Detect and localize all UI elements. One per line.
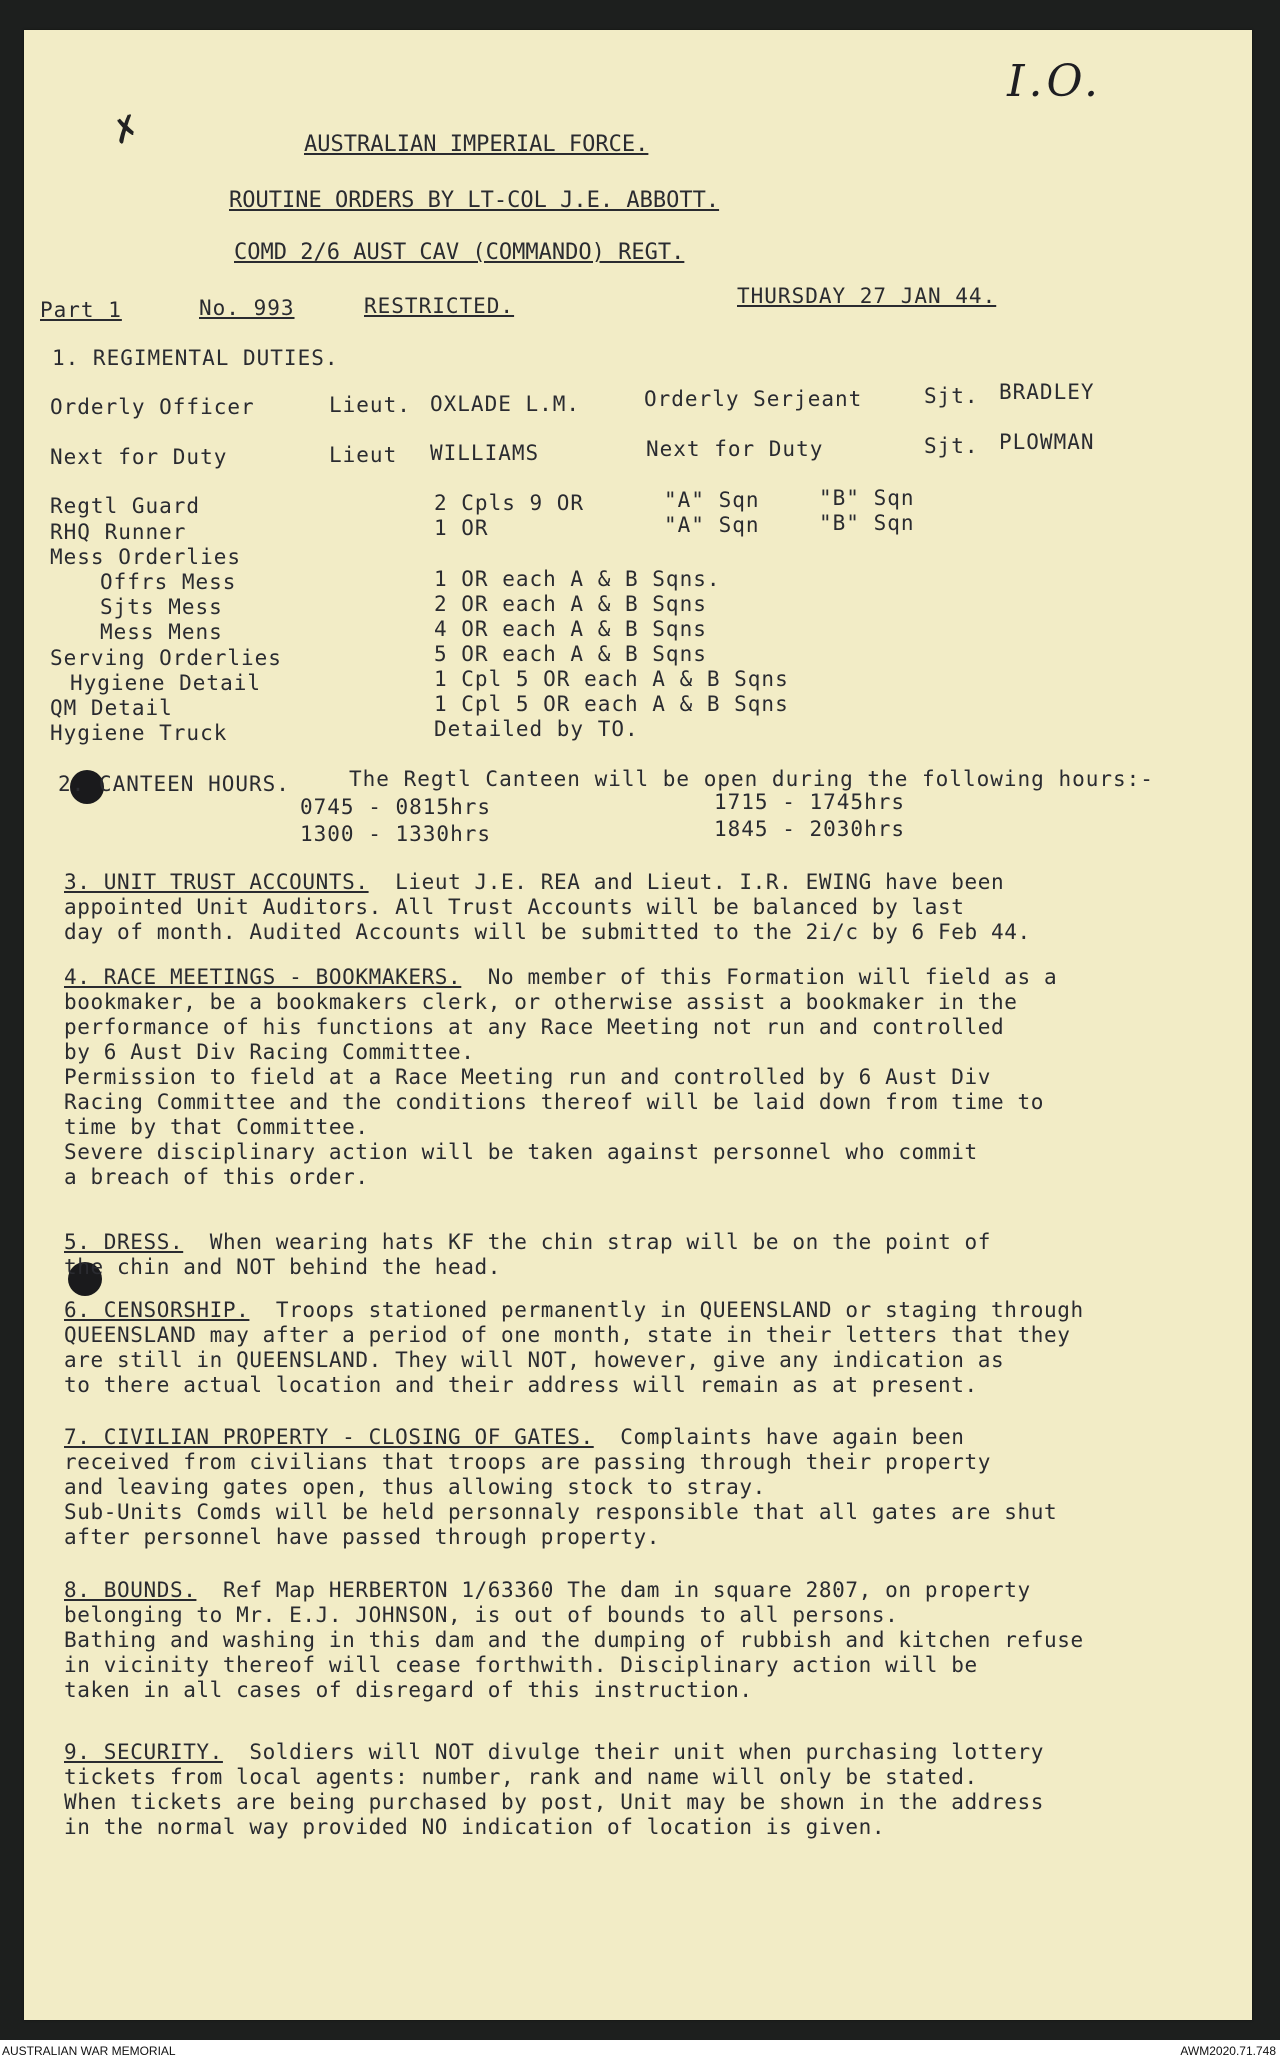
header-line-1: AUSTRALIAN IMPERIAL FORCE. [304,132,649,157]
detail-value: 4 OR each A & B Sqns [434,617,707,641]
section-8-line: taken in all cases of disregard of this instruction. [64,1678,753,1702]
detail-label: Serving Orderlies [50,646,282,670]
section-9-line: When tickets are being purchased by post, Unit may be shown in the address [64,1790,1044,1814]
section-4-line: performance of his functions at any Race Meeting not run and controlled [64,1015,1005,1039]
duty-rank: Lieut. [329,393,411,417]
duty-role: Orderly Officer [50,395,255,419]
header-line-3: COMD 2/6 AUST CAV (COMMANDO) REGT. [234,240,685,265]
section-4-line: by 6 Aust Div Racing Committee. [64,1040,475,1064]
detail-value: 1 OR each A & B Sqns. [434,567,721,591]
detail-value: 1 Cpl 5 OR each A & B Sqns [434,667,789,691]
section-9 [64,1740,1249,1840]
detail-value: 2 OR each A & B Sqns [434,592,707,616]
detail-label: Hygiene Truck [50,721,228,745]
duty-rank: Lieut [329,443,398,467]
section-5-line: the chin and NOT behind the head. [64,1255,502,1279]
section-7-line: and leaving gates open, thus allowing stock to stray. [64,1475,766,1499]
handwritten-mark: I.O. [1007,56,1102,107]
meta-classification: RESTRICTED. [364,294,515,318]
section-9-line: tickets from local agents: number, rank and name will only be stated. [64,1765,978,1789]
detail-value: 2 Cpls 9 OR [434,491,585,515]
detail-label: Regtl Guard [50,494,201,518]
section-6-heading: 6. CENSORSHIP. [64,1298,250,1322]
section-7-line: received from civilians that troops are passing through their property [64,1450,992,1474]
duty-role-2: Orderly Serjeant [644,387,863,411]
section-5-heading: 5. DRESS. [64,1230,184,1254]
detail-label: Hygiene Detail [70,671,262,695]
section-3-line: Lieut J.E. REA and Lieut. I.R. EWING have been [395,870,1005,894]
duty-name: OXLADE L.M. [430,392,581,416]
duty-rank-2: Sjt. [924,434,979,458]
section-3 [64,870,1249,945]
section-8-line: in vicinity thereof will cease forthwith. Disciplinary action will be [64,1653,978,1677]
section-4-line: No member of this Formation will field as a [487,965,1058,989]
section-2-intro: The Regtl Canteen will be open during the following hours:- [349,767,1154,791]
detail-value: Detailed by TO. [434,717,639,741]
section-7-line: after personnel have passed through property. [64,1525,660,1549]
duty-name: WILLIAMS [430,441,540,465]
section-4-line: bookmaker, be a bookmakers clerk, or otherwise assist a bookmaker in the [64,990,1018,1014]
meta-number: No. 993 [199,296,295,320]
canteen-hours: 1300 - 1330hrs [300,822,492,846]
section-9-line: Soldiers will NOT divulge their unit when purchasing lottery [249,1740,1045,1764]
detail-value: 1 Cpl 5 OR each A & B Sqns [434,692,789,716]
section-8-heading: 8. BOUNDS. [64,1578,197,1602]
canteen-hours: 0745 - 0815hrs [300,795,492,819]
section-6-line: QUEENSLAND may after a period of one month, state in their letters that they [64,1323,1071,1347]
footer-accession: AWM2020.71.748 [1180,2044,1276,2058]
document-sheet [24,30,1252,2020]
duty-rank-2: Sjt. [924,384,979,408]
meta-part: Part 1 [40,298,122,322]
detail-label: Mess Orderlies [50,545,242,569]
header-line-2: ROUTINE ORDERS BY LT-COL J.E. ABBOTT. [229,188,720,213]
section-4-line: Permission to field at a Race Meeting run and controlled by 6 Aust Div [64,1065,992,1089]
detail-value: 1 OR [434,516,489,540]
section-9-heading: 9. SECURITY. [64,1740,223,1764]
detail-label: RHQ Runner [50,520,187,544]
detail-label: QM Detail [50,696,173,720]
detail-value: 5 OR each A & B Sqns [434,642,707,666]
canteen-hours: 1845 - 2030hrs [714,817,906,841]
detail-label: Sjts Mess [100,595,223,619]
section-8 [64,1578,1249,1703]
duty-name-2: PLOWMAN [999,430,1095,454]
section-6-line: to there actual location and their address will remain as at present. [64,1373,978,1397]
duty-role-2: Next for Duty [646,437,824,461]
section-1-heading: 1. REGIMENTAL DUTIES. [52,346,339,370]
section-5-line: When wearing hats KF the chin strap will be on the point of [209,1230,992,1254]
detail-label: Offrs Mess [100,570,237,594]
section-4-line: a breach of this order. [64,1165,369,1189]
section-8-line: belonging to Mr. E.J. JOHNSON, is out of bounds to all persons. [64,1603,899,1627]
detail-sqn-a: "A" Sqn [664,513,760,537]
section-6-line: are still in QUEENSLAND. They will NOT, however, give any indication as [64,1348,1005,1372]
section-4-line: Racing Committee and the conditions thereof will be laid down from time to [64,1090,1044,1114]
meta-date: THURSDAY 27 JAN 44. [737,284,997,308]
section-4 [64,965,1249,1190]
section-2-heading: 2. CANTEEN HOURS. [58,772,290,796]
section-4-line: Severe disciplinary action will be taken against personnel who commit [64,1140,978,1164]
section-8-line: Bathing and washing in this dam and the dumping of rubbish and kitchen refuse [64,1628,1084,1652]
section-9-line: in the normal way provided NO indication of location is given. [64,1815,886,1839]
section-7-line: Complaints have again been [620,1425,965,1449]
detail-sqn-b: "B" Sqn [819,486,915,510]
canteen-hours: 1715 - 1745hrs [714,790,906,814]
section-8-line: Ref Map HERBERTON 1/63360 The dam in square 2807, on property [222,1578,1031,1602]
section-4-line: time by that Committee. [64,1115,369,1139]
section-3-line: day of month. Audited Accounts will be submitted to the 2i/c by 6 Feb 44. [64,920,1031,944]
detail-sqn-b: "B" Sqn [819,511,915,535]
section-3-heading: 3. UNIT TRUST ACCOUNTS. [64,870,369,894]
section-6-line: Troops stationed permanently in QUEENSLAND or staging through [275,1298,1084,1322]
detail-label: Mess Mens [100,620,223,644]
section-4-heading: 4. RACE MEETINGS - BOOKMAKERS. [64,965,462,989]
section-7-line: Sub-Units Comds will be held personnaly responsible that all gates are shut [64,1500,1058,1524]
section-3-line: appointed Unit Auditors. All Trust Accounts will be balanced by last [64,895,965,919]
detail-sqn-a: "A" Sqn [664,488,760,512]
duty-name-2: BRADLEY [999,380,1095,404]
section-7-heading: 7. CIVILIAN PROPERTY - CLOSING OF GATES. [64,1425,594,1449]
section-5 [64,1230,1249,1280]
section-6 [64,1298,1249,1398]
footer-source: AUSTRALIAN WAR MEMORIAL [2,2044,176,2058]
duty-role: Next for Duty [50,445,228,469]
handwritten-symbol-icon: ✗ [106,106,147,154]
section-7 [64,1425,1249,1550]
